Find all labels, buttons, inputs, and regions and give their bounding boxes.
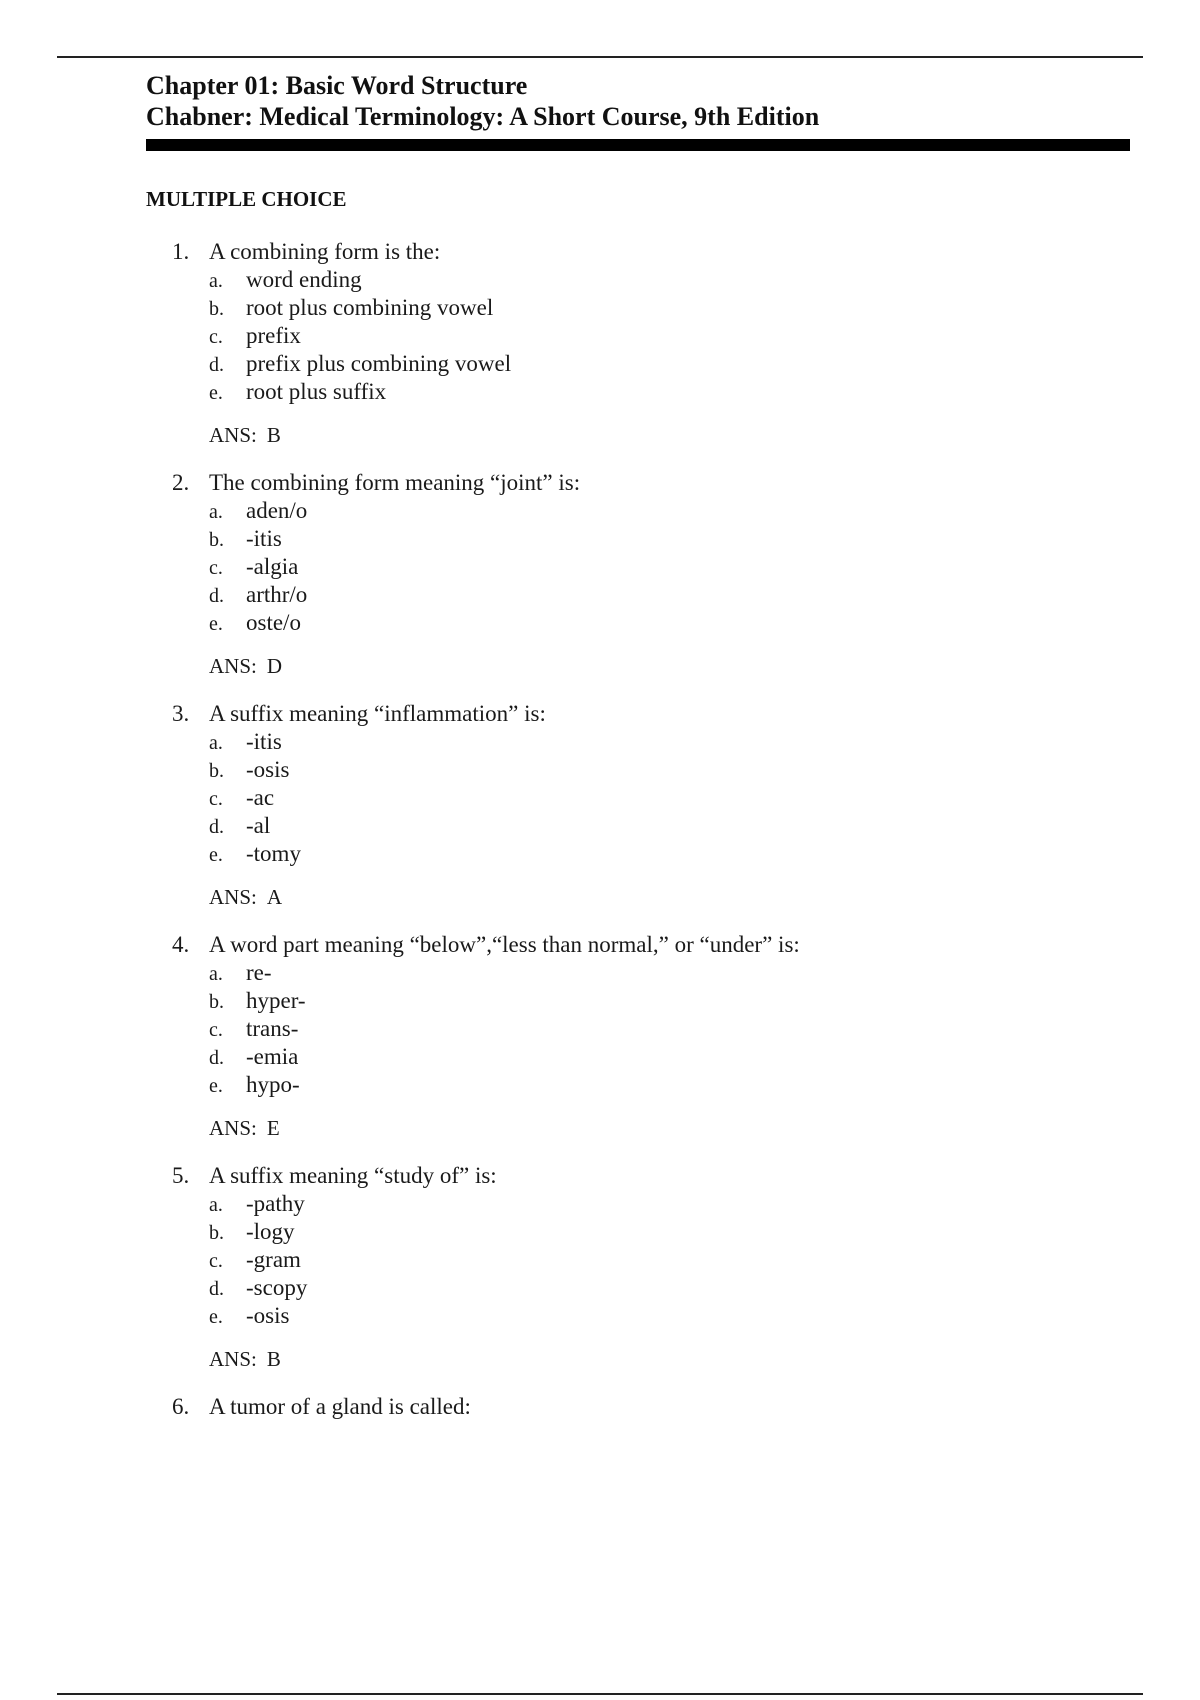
option-text: -tomy [246,841,301,866]
option-letter: c. [209,1250,223,1272]
question-text: A tumor of a gland is called: [209,1394,471,1419]
option-text: -al [246,813,271,838]
option-letter: a. [209,732,223,754]
option-text: -logy [246,1219,295,1244]
answer-value: A [266,885,283,909]
book-title: Chabner: Medical Terminology: A Short Course, 9th Edition [146,102,820,131]
option-letter: e. [209,1075,223,1097]
option-text: -scopy [246,1275,308,1300]
question-number: 6. [172,1394,190,1419]
option-d [209,350,1132,378]
option-letter: d. [209,1278,224,1300]
option-d [209,581,1132,609]
answer-label: ANS: [209,885,257,909]
question-text: A word part meaning “below”,“less than normal,” or “under” is: [209,932,800,957]
question-4 [172,931,1132,1142]
option-list [209,1190,1132,1330]
option-letter: c. [209,557,223,579]
answer-line [209,1114,1132,1142]
option-text: hyper- [246,988,306,1013]
question-number: 3. [172,701,190,726]
option-a [209,728,1132,756]
option-letter: c. [209,788,223,810]
option-text: -itis [246,526,282,551]
answer-value: B [266,423,281,447]
option-b [209,294,1132,322]
top-divider [57,56,1143,58]
answer-line [209,421,1132,449]
option-letter: a. [209,501,223,523]
option-letter: e. [209,613,223,635]
option-d [209,812,1132,840]
option-letter: d. [209,354,224,376]
option-list [209,728,1132,868]
answer-value: D [266,654,283,678]
question-number: 2. [172,470,190,495]
option-text: -osis [246,757,290,782]
option-a [209,497,1132,525]
option-text: oste/o [246,610,301,635]
option-e [209,840,1132,868]
option-letter: b. [209,760,224,782]
option-a [209,959,1132,987]
option-list [209,497,1132,637]
option-b [209,525,1132,553]
answer-label: ANS: [209,1347,257,1371]
answer-value: E [266,1116,280,1140]
option-text: prefix [246,323,301,348]
option-list [209,266,1132,406]
option-e [209,609,1132,637]
option-text: -pathy [246,1191,305,1216]
option-c [209,1246,1132,1274]
answer-line [209,1345,1132,1373]
option-text: trans- [246,1016,299,1041]
answer-line [209,883,1132,911]
option-c [209,784,1132,812]
option-text: root plus suffix [246,379,387,404]
option-letter: e. [209,382,223,404]
option-text: prefix plus combining vowel [246,351,512,376]
option-letter: d. [209,1047,224,1069]
option-e [209,1302,1132,1330]
option-letter: e. [209,844,223,866]
option-b [209,987,1132,1015]
question-5 [172,1162,1132,1373]
option-text: hypo- [246,1072,300,1097]
option-letter: c. [209,326,223,348]
option-e [209,378,1132,406]
option-letter: b. [209,991,224,1013]
question-number: 1. [172,239,190,264]
section-title: MULTIPLE CHOICE [146,187,347,211]
question-6 [172,1393,1132,1421]
option-c [209,1015,1132,1043]
question-2 [172,469,1132,680]
option-letter: a. [209,963,223,985]
answer-value: B [266,1347,281,1371]
option-text: -itis [246,729,282,754]
header-divider [146,139,1130,151]
option-letter: b. [209,298,224,320]
option-text: -gram [246,1247,301,1272]
option-letter: a. [209,270,223,292]
option-text: -osis [246,1303,290,1328]
option-e [209,1071,1132,1099]
bottom-divider [57,1693,1143,1695]
answer-label: ANS: [209,654,257,678]
answer-label: ANS: [209,1116,257,1140]
option-c [209,322,1132,350]
option-text: word ending [246,267,362,292]
question-text: A suffix meaning “inflammation” is: [209,701,546,726]
question-text: The combining form meaning “joint” is: [209,470,581,495]
question-number: 4. [172,932,190,957]
option-b [209,756,1132,784]
option-text: aden/o [246,498,308,523]
chapter-title: Chapter 01: Basic Word Structure [146,71,528,100]
question-3 [172,700,1132,911]
option-a [209,266,1132,294]
option-text: arthr/o [246,582,308,607]
option-text: root plus combining vowel [246,295,494,320]
option-letter: c. [209,1019,223,1041]
question-number: 5. [172,1163,190,1188]
option-letter: d. [209,816,224,838]
answer-label: ANS: [209,423,257,447]
option-letter: b. [209,1222,224,1244]
option-text: re- [246,960,272,985]
option-b [209,1218,1132,1246]
option-letter: d. [209,585,224,607]
option-text: -emia [246,1044,299,1069]
option-letter: e. [209,1306,223,1328]
question-1 [172,238,1132,449]
question-text: A suffix meaning “study of” is: [209,1163,497,1188]
option-text: -algia [246,554,299,579]
answer-line [209,652,1132,680]
question-list [172,238,1132,1441]
option-a [209,1190,1132,1218]
option-letter: a. [209,1194,223,1216]
option-d [209,1043,1132,1071]
option-list [209,959,1132,1099]
option-d [209,1274,1132,1302]
option-text: -ac [246,785,275,810]
option-c [209,553,1132,581]
option-letter: b. [209,529,224,551]
question-text: A combining form is the: [209,239,441,264]
document-header [146,70,1130,151]
